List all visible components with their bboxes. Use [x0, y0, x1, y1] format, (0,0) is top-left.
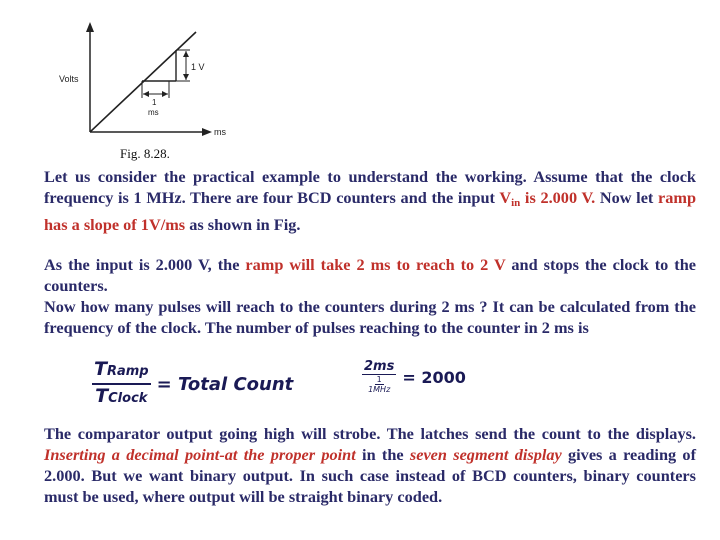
- time-dim-arrow-right: [162, 91, 168, 97]
- fraction-denominator: [93, 385, 149, 410]
- decimal-point-phrase: Inserting a decimal point-at the proper point: [44, 445, 356, 464]
- x-axis-label: ms: [214, 127, 226, 137]
- count-calculation: [362, 359, 466, 395]
- count-denominator-bottom: 1MHz: [368, 385, 391, 394]
- step-time-value: 1: [152, 98, 157, 107]
- step-time-unit: ms: [148, 108, 159, 117]
- vin-symbol: [499, 188, 520, 207]
- denominator-sub: Clock: [108, 391, 148, 406]
- total-count-equation: [92, 358, 293, 410]
- p3-text-3: gives a reading of 2.000. But we want binary output. In such case instead of BCD counters, binary counters must be used, where output will be straight binary coded.: [44, 445, 696, 506]
- paragraph-1: [44, 166, 696, 235]
- p1-text-1: Let us consider the practical example to understand the working. Assume that the clock frequency is 1 MHz. There are four BCD counters and the input: [44, 167, 696, 207]
- ramp-slope: ramp has a slope of 1V/ms: [44, 188, 696, 234]
- total-count-rhs: = Total Count: [156, 373, 294, 395]
- fraction-numerator: [92, 358, 151, 385]
- vin-subscript: in: [511, 197, 521, 209]
- p3-text-2: in the: [355, 445, 410, 464]
- volt-dim-arrow-up: [183, 51, 189, 57]
- numerator-main: T: [94, 358, 107, 380]
- ramp-figure: [48, 18, 238, 146]
- ramp-line: [90, 32, 196, 132]
- seven-segment-phrase: seven segment display: [409, 445, 562, 464]
- x-axis-arrow: [202, 128, 212, 136]
- p1-text-3: Now let: [595, 188, 659, 207]
- paragraph-3: [44, 423, 696, 507]
- figure-caption: Fig. 8.28.: [120, 146, 170, 161]
- count-result: = 2000: [402, 367, 466, 387]
- p1-text-2: is 2.000 V.: [520, 188, 596, 207]
- y-axis-label: Volts: [59, 74, 79, 84]
- time-dim-arrow-left: [143, 91, 149, 97]
- p1-text-4: as shown in Fig.: [185, 215, 301, 234]
- p2-text-2: and stops the clock to the counters.: [44, 255, 696, 295]
- y-axis-arrow: [86, 22, 94, 32]
- count-numerator: 2ms: [364, 359, 395, 374]
- paragraph-2: [44, 254, 696, 338]
- p2-text-1: As the input is 2.000 V, the: [44, 255, 246, 274]
- ramp-time: ramp will take 2 ms to reach to 2 V: [245, 255, 506, 274]
- p3-text-1: The comparator output going high will strobe. The latches send the count to the displays.: [44, 424, 696, 443]
- count-denominator: [368, 375, 390, 395]
- vin-main: V: [499, 188, 512, 207]
- count-fraction: [362, 359, 396, 395]
- count-denominator-top: 1: [376, 375, 382, 384]
- denominator-main: T: [95, 385, 109, 407]
- time-ratio-fraction: [92, 358, 151, 410]
- volt-dim-arrow-down: [183, 74, 189, 80]
- step-voltage-label: 1 V: [191, 62, 205, 72]
- numerator-sub: Ramp: [106, 364, 149, 379]
- p2-text-3: Now how many pulses will reach to the counters during 2 ms ? It can be calculated from the frequency of the clock. The number of pulses reaching to the counter in 2 ms is: [44, 297, 696, 337]
